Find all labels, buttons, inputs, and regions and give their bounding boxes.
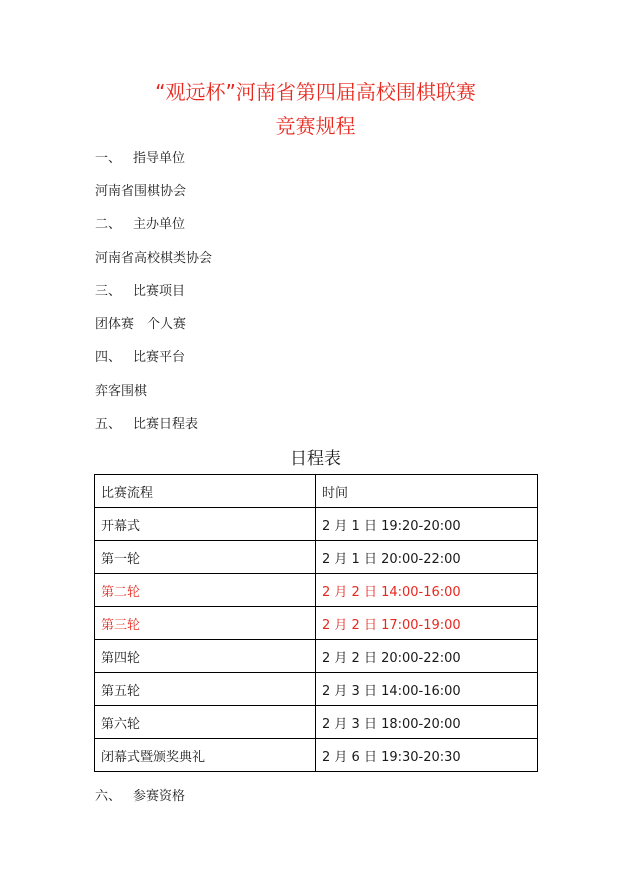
section-body-1: 河南省围棋协会 [95,184,187,199]
section-heading-text: 比赛项目 [133,284,186,299]
table-row [95,640,538,673]
section-heading-text: 比赛日程表 [133,417,199,432]
section-number: 四、 [95,350,122,365]
header-cell-time: 时间 [316,475,538,508]
time-cell: 2 月 2 日 14:00-16:00 [316,574,538,607]
section-body-3: 团体赛 个人赛 [95,317,187,332]
table-header-row [95,475,538,508]
section-heading-text: 比赛平台 [133,350,186,365]
section-heading-3 [95,284,185,300]
table-row [95,706,538,739]
stage-cell: 第三轮 [95,607,316,640]
section-heading-text: 指导单位 [133,151,186,166]
time-cell: 2 月 3 日 18:00-20:00 [316,706,538,739]
section-heading-text: 主办单位 [133,217,186,232]
section-heading-text: 参赛资格 [133,789,186,804]
section-number: 一、 [95,151,122,166]
section-number: 二、 [95,217,122,232]
table-row [95,607,538,640]
section-number: 六、 [95,789,122,804]
table-row [95,541,538,574]
time-cell: 2 月 3 日 14:00-16:00 [316,673,538,706]
section-body-2: 河南省高校棋类协会 [95,251,213,266]
stage-cell: 开幕式 [95,508,316,541]
stage-cell: 第二轮 [95,574,316,607]
section-heading-4 [95,350,185,366]
table-row [95,508,538,541]
section-heading-1 [95,151,185,167]
stage-cell: 第六轮 [95,706,316,739]
table-row [95,739,538,772]
section-heading-5 [95,417,198,433]
time-cell: 2 月 1 日 19:20-20:00 [316,508,538,541]
time-cell: 2 月 6 日 19:30-20:30 [316,739,538,772]
document-title: “观远杯”河南省第四届高校围棋联赛 [155,80,476,104]
table-row [95,574,538,607]
time-cell: 2 月 1 日 20:00-22:00 [316,541,538,574]
stage-cell: 第五轮 [95,673,316,706]
stage-cell: 第一轮 [95,541,316,574]
schedule-table [94,474,538,772]
section-heading-2 [95,217,185,233]
time-cell: 2 月 2 日 17:00-19:00 [316,607,538,640]
time-cell: 2 月 2 日 20:00-22:00 [316,640,538,673]
section-body-4: 弈客围棋 [95,384,148,399]
section-number: 五、 [95,417,122,432]
section-number: 三、 [95,284,122,299]
stage-cell: 闭幕式暨颁奖典礼 [95,739,316,772]
header-cell-stage: 比赛流程 [95,475,316,508]
section-heading-6 [95,789,185,805]
table-row [95,673,538,706]
schedule-title: 日程表 [290,449,341,469]
stage-cell: 第四轮 [95,640,316,673]
document-subtitle: 竞赛规程 [275,114,356,138]
